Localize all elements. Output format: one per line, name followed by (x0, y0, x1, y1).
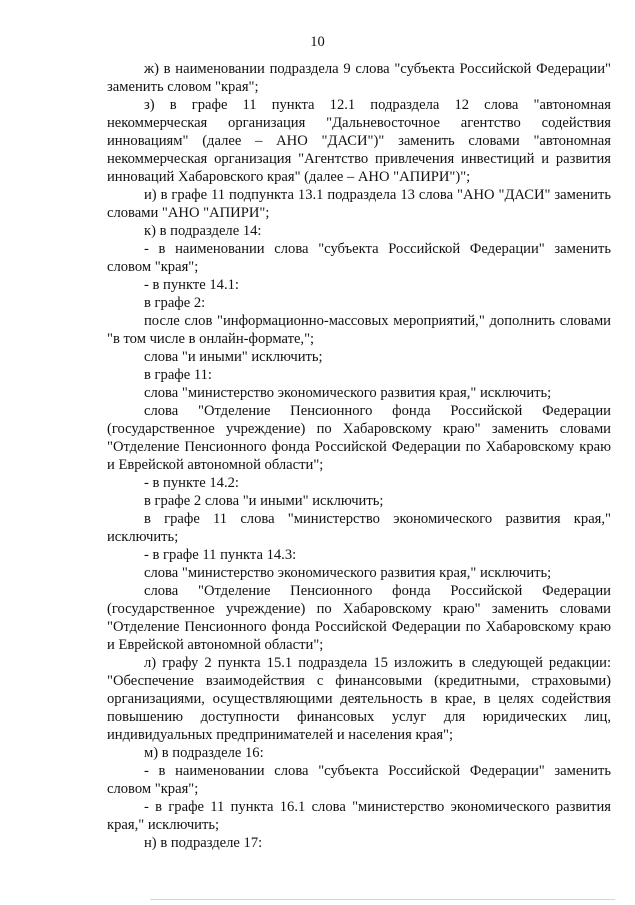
paragraph: - в наименовании слова "субъекта Российской Федерации" заменить словом "края"; (107, 241, 611, 275)
paragraph: в графе 11: (144, 367, 212, 383)
paragraph: в графе 2: (144, 295, 206, 311)
paragraph: слова "Отделение Пенсионного фонда Российской Федерации (государственное учреждение) по Хабаровскому краю" заменить словами "Отделение Пенсионного фонда Российской Федерации по Хабаровскому краю и Еврейской автономной области"; (107, 583, 611, 653)
paragraph: н) в подразделе 17: (144, 835, 263, 851)
page-bottom-edge (150, 899, 615, 900)
paragraph: слова "и иными" исключить; (144, 349, 323, 365)
document-body (107, 60, 611, 852)
paragraph: - в пункте 14.2: (144, 475, 239, 491)
paragraph: - в наименовании слова "субъекта Российской Федерации" заменить словом "края"; (107, 763, 611, 797)
paragraph: после слов "информационно-массовых мероприятий," дополнить словами "в том числе в онлайн-формате,"; (107, 313, 611, 347)
paragraph: слова "Отделение Пенсионного фонда Российской Федерации (государственное учреждение) по Хабаровскому краю" заменить словами "Отделение Пенсионного фонда Российской Федерации по Хабаровскому краю и Еврейской автономной области"; (107, 403, 611, 473)
paragraph: - в пункте 14.1: (144, 277, 239, 293)
paragraph: з) в графе 11 пункта 12.1 подраздела 12 слова "автономная некоммерческая организация "Дальневосточное агентство содействия инновациям" (далее – АНО "ДАСИ")" заменить словами "автономная некоммерческая организация "Агентство привлечения инвестиций и развития инноваций Хабаровского края" (далее – АНО "АПИРИ")"; (107, 97, 611, 185)
paragraph: в графе 2 слова "и иными" исключить; (144, 493, 384, 509)
paragraph: ж) в наименовании подраздела 9 слова "субъекта Российской Федерации" заменить словом "края"; (107, 61, 611, 95)
paragraph: к) в подразделе 14: (144, 223, 262, 239)
paragraph: в графе 11 слова "министерство экономического развития края," исключить; (107, 511, 611, 545)
paragraph: - в графе 11 пункта 14.3: (144, 547, 297, 563)
page-number: 10 (310, 34, 325, 50)
paragraph: и) в графе 11 подпункта 13.1 подраздела 13 слова "АНО "ДАСИ" заменить словами "АНО "АПИРИ"; (107, 187, 611, 221)
paragraph: слова "министерство экономического развития края," исключить; (144, 565, 552, 581)
paragraph: - в графе 11 пункта 16.1 слова "министерство экономического развития края," исключить; (107, 799, 611, 833)
paragraph: слова "министерство экономического развития края," исключить; (144, 385, 552, 401)
paragraph: л) графу 2 пункта 15.1 подраздела 15 изложить в следующей редакции: "Обеспечение взаимодействия с финансовыми (кредитными, страховыми) организациями, осуществляющими деятельность в крае, в целях содействия повышению доступности финансовых услуг для юридических лиц, индивидуальных предпринимателей и населения края"; (107, 655, 611, 743)
paragraph: м) в подразделе 16: (144, 745, 264, 761)
